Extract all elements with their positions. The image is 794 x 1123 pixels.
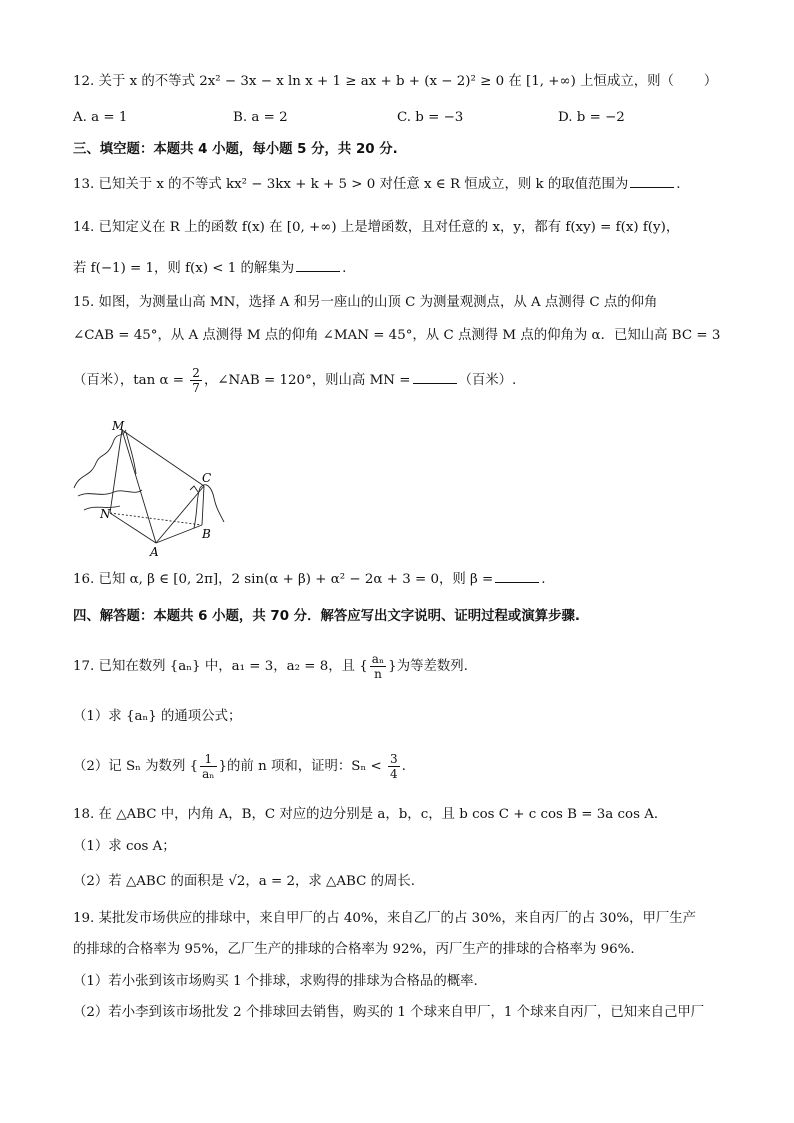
q17-part-1: （1）求 {aₙ} 的通项公式；: [73, 709, 242, 724]
q12-stem: 12. 关于 x 的不等式 2x² − 3x − x ln x + 1 ≥ ax + b + (x − 2)² ≥ 0 在 [1, +∞) 上恒成立，则（ ）: [73, 74, 718, 89]
q16: 16. 已知 α, β ∈ [0, 2π]，2 sin(α + β) + α² − 2α + 3 = 0，则 β = .: [73, 572, 546, 587]
q15-line-2: ∠CAB = 45°，从 A 点测得 M 点的仰角 ∠MAN = 45°，从 C 点测得 M 点的仰角为 α．已知山高 BC = 3: [73, 328, 721, 343]
q18-part-2: （2）若 △ABC 的面积是 √2，a = 2，求 △ABC 的周长.: [73, 874, 416, 889]
section-3-heading: 三、填空题：本题共 4 小题，每小题 5 分，共 20 分.: [73, 142, 398, 157]
label-B: B: [202, 527, 211, 541]
segment-MA: [122, 430, 156, 543]
label-N: N: [100, 507, 111, 521]
mountain-measurement-figure: [70, 418, 230, 558]
q17-part-2: （2）记 Sₙ 为数列 { $\frac{1}{\text{aₙ}}$ }的前 n 项和，证明：Sₙ < $\frac{3}{4}$ .: [73, 752, 406, 781]
q13: 13. 已知关于 x 的不等式 kx² − 3kx + k + 5 > 0 对任意 x ∈ R 恒成立，则 k 的取值范围为 .: [73, 177, 681, 192]
q16-answer-blank: [495, 570, 539, 583]
segment-MC: [122, 430, 204, 486]
q19-part-2: （2）若小李到该市场批发 2 个排球回去销售，购买的 1 个球来自甲厂，1 个球来自丙厂，已知来自己甲厂: [73, 1005, 705, 1020]
q12-option-a: A. a = 1: [73, 110, 128, 125]
q19-part-1: （1）若小张到该市场购买 1 个排球，求购得的排球为合格品的概率.: [73, 974, 478, 989]
reciprocal-an-fraction: $\frac{1}{\text{aₙ}}$: [202, 752, 215, 781]
q15-answer-blank: [413, 371, 457, 384]
label-A: A: [150, 545, 159, 558]
segment-MN: [110, 430, 122, 513]
an-over-n-fraction: $\frac{\text{aₙ}}{n}$: [371, 652, 385, 681]
q14-answer-blank: [296, 259, 340, 272]
tan-alpha-fraction: $\frac{2}{7}$: [192, 366, 200, 395]
q12-option-d: D. b = −2: [558, 110, 625, 125]
left-mountain-ridge: [78, 490, 142, 496]
q14-line-1: 14. 已知定义在 R 上的函数 f(x) 在 [0, +∞) 上是增函数，且对任意的 x，y，都有 f(xy) = f(x) f(y)，: [73, 220, 680, 235]
segment-AB: [156, 525, 202, 543]
q15-line-1: 15. 如图，为测量山高 MN，选择 A 和另一座山的山顶 C 为测量观测点，从 A 点测得 C 点的仰角: [73, 295, 658, 310]
q15-line-3: （百米），tan α = $\frac{2}{7}$ ，∠NAB = 120°，则山高 MN = （百米）.: [73, 366, 517, 395]
segment-AC: [156, 486, 204, 543]
right-mountain-outline: [194, 485, 224, 528]
q17-stem: 17. 已知在数列 {aₙ} 中，a₁ = 3，a₂ = 8，且 { $\frac{\text{aₙ}}{n}$ }为等差数列.: [73, 652, 468, 681]
q19-line-1: 19. 某批发市场供应的排球中，来自甲厂的占 40%，来自乙厂的占 30%，来自丙厂的占 30%，甲厂生产: [73, 911, 697, 926]
section-4-heading: 四、解答题：本题共 6 小题，共 70 分．解答应写出文字说明、证明过程或演算步骤.: [73, 609, 580, 624]
segment-NA: [110, 513, 156, 543]
q13-answer-blank: [630, 175, 674, 188]
q18-part-1: （1）求 cos A；: [73, 839, 176, 854]
right-mountain-peak-detail: [190, 486, 198, 492]
three-quarters-fraction: $\frac{3}{4}$: [390, 752, 398, 781]
q12-option-b: B. a = 2: [233, 110, 288, 125]
label-C: C: [202, 471, 212, 485]
label-M: M: [112, 419, 125, 433]
segment-CB: [202, 486, 204, 525]
q19-line-2: 的排球的合格率为 95%，乙厂生产的排球的合格率为 92%，丙厂生产的排球的合格率为 96%．: [73, 942, 644, 957]
q14-line-2: 若 f(−1) = 1，则 f(x) < 1 的解集为 .: [73, 261, 347, 276]
q18-stem: 18. 在 △ABC 中，内角 A，B，C 对应的边分别是 a，b，c，且 b cos C + c cos B = 3a cos A．: [73, 807, 668, 822]
segment-NB: [110, 513, 202, 525]
q12-option-c: C. b = −3: [397, 110, 464, 125]
